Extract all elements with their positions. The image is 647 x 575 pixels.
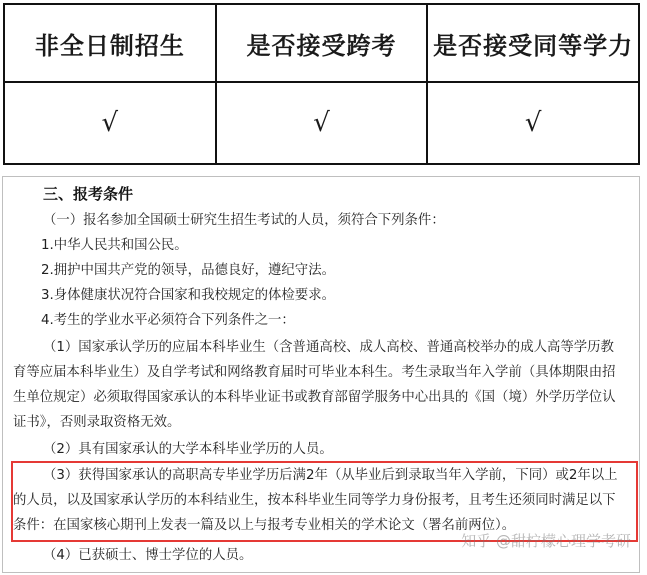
doc-line: （2）具有国家承认的大学本科毕业学历的人员。 [43, 442, 333, 457]
checkmark-cross-major: √ [216, 82, 428, 164]
header-part-time: 非全日制招生 [4, 4, 216, 82]
doc-line: 4.考生的学业水平必须符合下列条件之一： [41, 313, 295, 328]
checkmark-part-time: √ [4, 82, 216, 164]
section-title: 三、报考条件 [43, 185, 134, 203]
doc-line: 3.身体健康状况符合国家和我校规定的体检要求。 [41, 288, 335, 303]
doc-line: 生单位规定）必须取得国家承认的本科毕业证书或教育部留学服务中心出具的《国（境）外学历学位认 [13, 390, 616, 405]
doc-line: 育等应届本科毕业生）及自学考试和网络教育届时可毕业本科生。考生录取当年入学前（具体期限由招 [13, 365, 616, 380]
doc-line: （4）已获硕士、博士学位的人员。 [43, 548, 253, 563]
doc-line: 条件：在国家核心期刊上发表一篇及以上与报考专业相关的学术论文（署名前两位）。 [13, 518, 516, 533]
checkmark-equivalent: √ [427, 82, 639, 164]
doc-line: 2.拥护中国共产党的领导，品德良好，遵纪守法。 [41, 263, 335, 278]
doc-line: 证书》，否则录取资格无效。 [13, 415, 181, 430]
table-header-row [4, 4, 639, 82]
watermark: 知乎 @甜柠檬心理学考研 [461, 532, 631, 550]
header-cross-major: 是否接受跨考 [216, 4, 428, 82]
requirements-table [3, 3, 640, 165]
header-equivalent: 是否接受同等学力 [427, 4, 639, 82]
doc-line: （一）报名参加全国硕士研究生招生考试的人员，须符合下列条件： [43, 213, 445, 228]
doc-line: 的人员，以及国家承认学历的本科结业生，按本科毕业生同等学力身份报考，且考生还须同时满足以下 [13, 493, 616, 508]
doc-line: 1.中华人民共和国公民。 [41, 238, 188, 253]
doc-line: （1）国家承认学历的应届本科毕业生（含普通高校、成人高校、普通高校举办的成人高等学历教 [43, 340, 614, 355]
table-value-row [4, 82, 639, 164]
admission-requirements-document [2, 176, 640, 573]
doc-line: （3）获得国家承认的高职高专毕业学历后满2年（从毕业后到录取当年入学前，下同）或2年以上 [43, 468, 618, 483]
